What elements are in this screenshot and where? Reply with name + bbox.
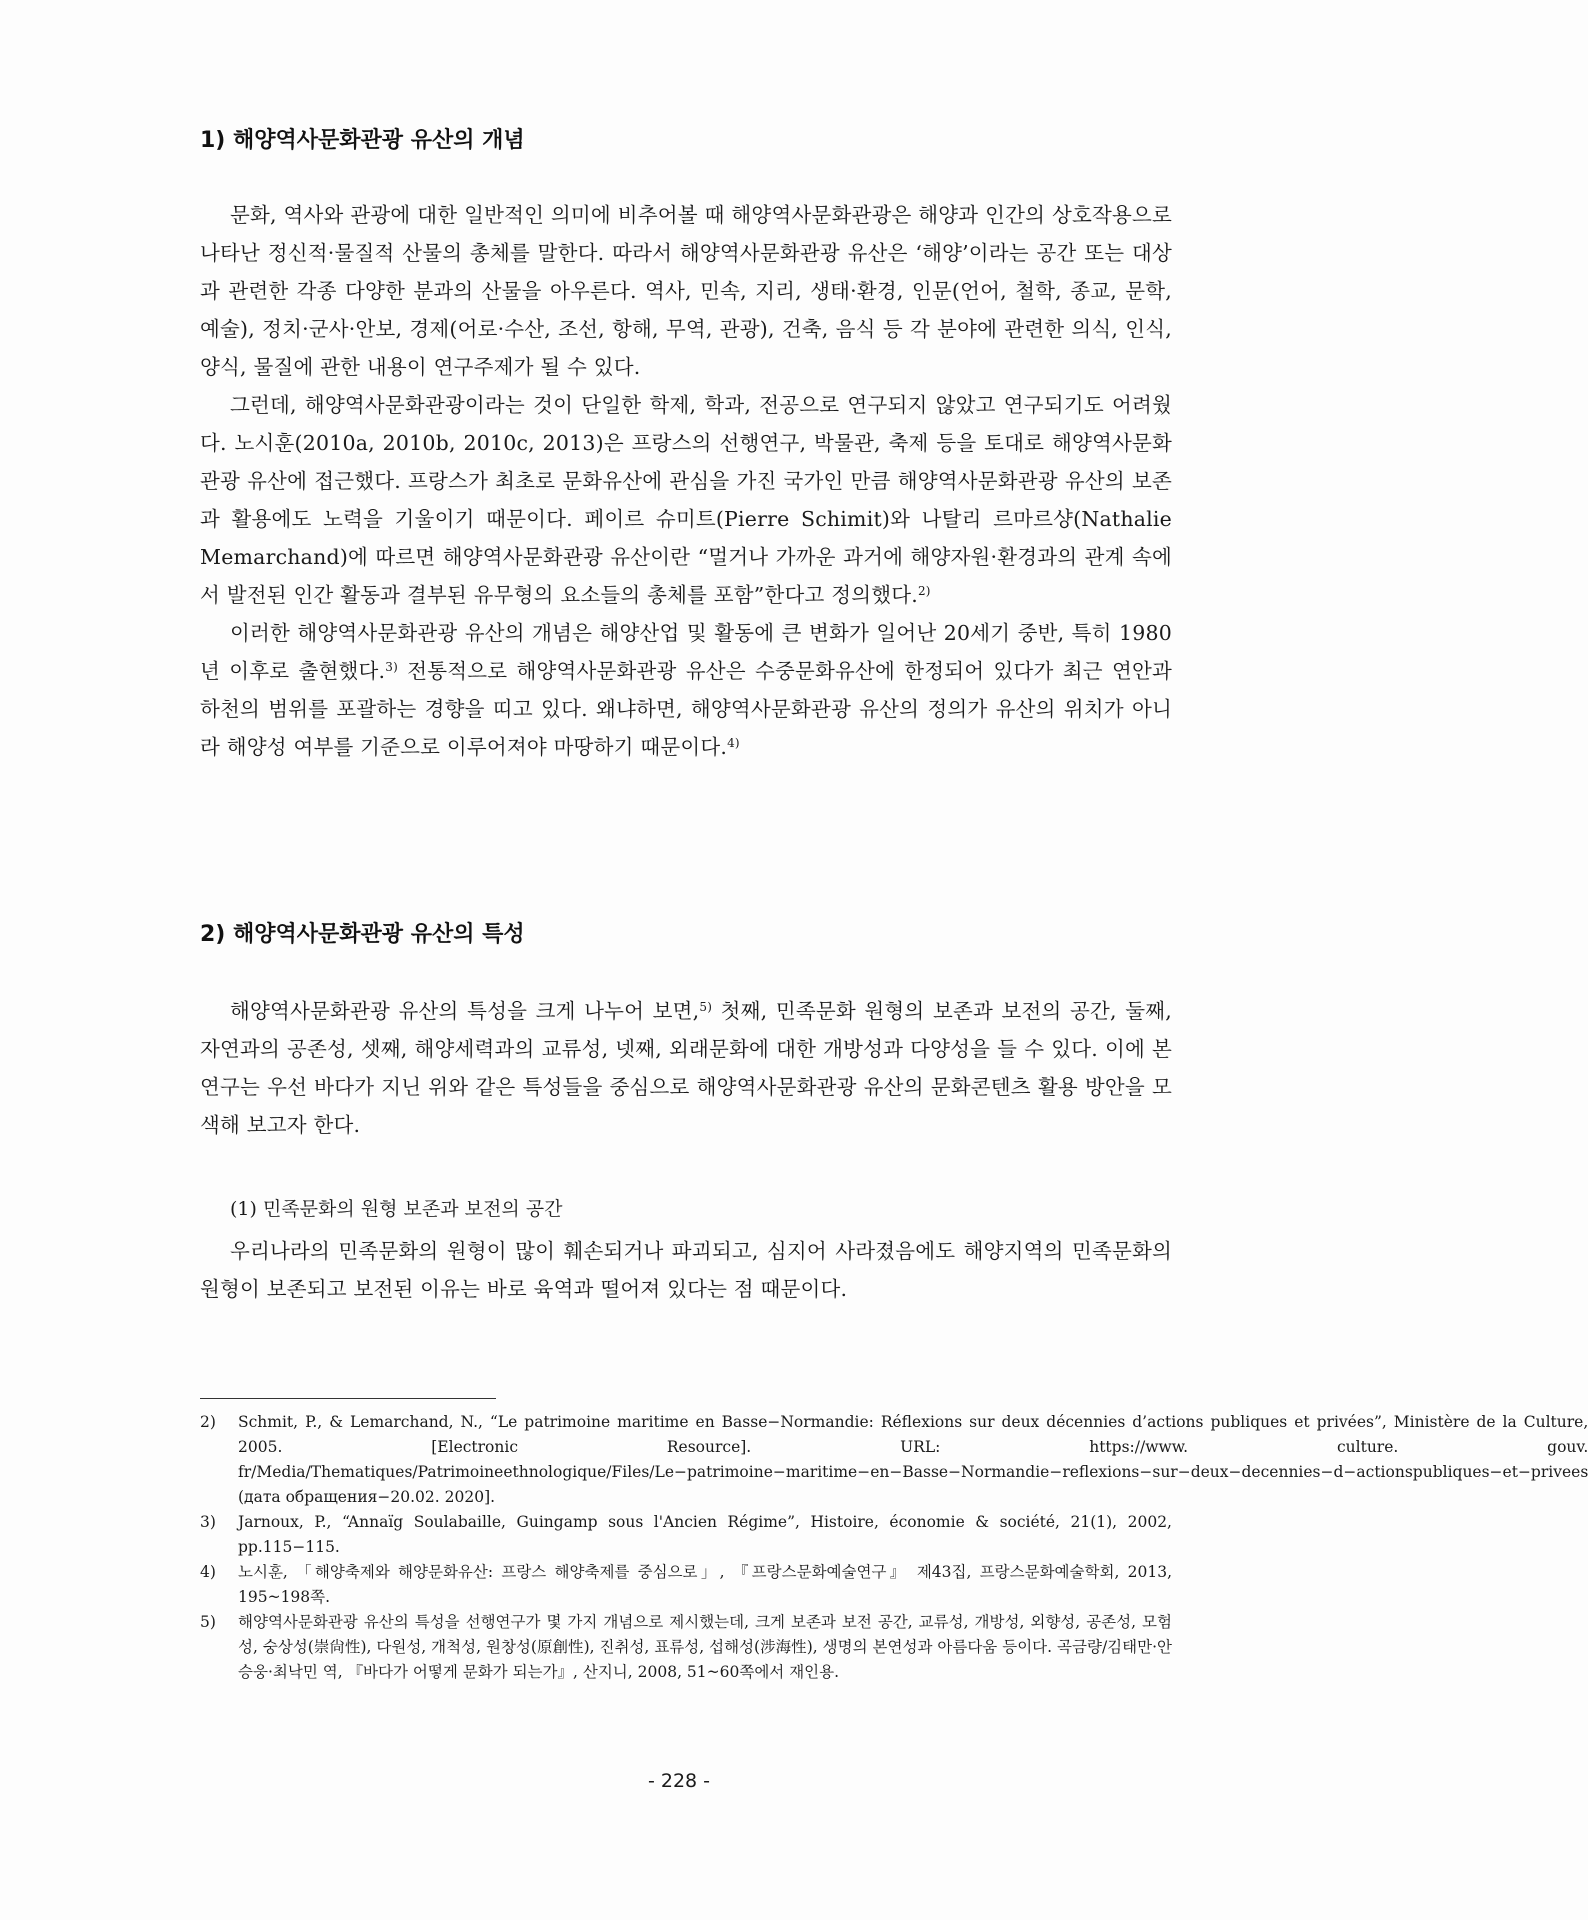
footnote-number: 4) — [200, 1563, 216, 1581]
section-heading-1: 1) 해양역사문화관광 유산의 개념 — [200, 128, 525, 153]
footnote-text: 노시훈, 「해양축제와 해양문화유산: 프랑스 해양축제를 중심으로」, 『프랑스문화예술연구』 제43집, 프랑스문화예술학회, 2013, 195~198쪽. — [238, 1563, 1172, 1606]
footnote-text: 해양역사문화관광 유산의 특성을 선행연구가 몇 가지 개념으로 제시했는데, 크게 보존과 보전 공간, 교류성, 개방성, 외향성, 공존성, 모험성, 숭상성(崇尙性), 다원성, 개척성, 원창성(原創性), 진취성, 표류성, 섭해성(涉海性), 생명의 본연성과 아름다움 등이다. 곡금량/김태만·안승웅·최낙민 역, 『바다가 어떻게 문화가 되는가』, 산지니, 2008, 51~60쪽에서 재인용. — [238, 1613, 1172, 1681]
section-2-body — [200, 992, 1172, 1144]
footnote-2 — [200, 1410, 1588, 1510]
paragraph-5: 우리나라의 민족문화의 원형이 많이 훼손되거나 파괴되고, 심지어 사라졌음에도 해양지역의 민족문화의 원형이 보존되고 보전된 이유는 바로 육역과 떨어져 있다는 점 때문이다. — [200, 1239, 1172, 1301]
paragraph-3: 이러한 해양역사문화관광 유산의 개념은 해양산업 및 활동에 큰 변화가 일어난 20세기 중반, 특히 1980년 이후로 출현했다.$^{3)}$ 전통적으로 해양역사문화관광 유산은 수중문화유산에 한정되어 있다가 최근 연안과 하천의 범위를 포괄하는 경향을 띠고 있다. 왜냐하면, 해양역사문화관광 유산의 정의가 유산의 위치가 아니라 해양성 여부를 기준으로 이루어져야 마땅하기 때문이다.$^{4)}$ — [200, 621, 1172, 759]
footnote-text: Schmit, P., & Lemarchand, N., “Le patrimoine maritime en Basse−Normandie: Réflexions sur deux décennies d’actions publiques et privées”, Ministère de la Culture, 2005. [Electronic Resource]. URL: https://www. culture. gouv. fr/Media/Thematiques/Patrimoineethnologique/Files/Le−patrimoine−maritime−en−Basse−Normandie−reflexions−sur−deux−decennies−d−actionspubliques−et−privees (дата обращения−20.02. 2020]. — [238, 1413, 1588, 1506]
footnotes — [200, 1410, 1588, 1685]
footnote-4 — [200, 1560, 1172, 1610]
footnote-number: 3) — [200, 1513, 216, 1531]
paragraph-2: 그런데, 해양역사문화관광이라는 것이 단일한 학제, 학과, 전공으로 연구되지 않았고 연구되기도 어려웠다. 노시훈(2010a, 2010b, 2010c, 2013)은 프랑스의 선행연구, 박물관, 축제 등을 토대로 해양역사문화관광 유산에 접근했다. 프랑스가 최초로 문화유산에 관심을 가진 국가인 만큼 해양역사문화관광 유산의 보존과 활용에도 노력을 기울이기 때문이다. 페이르 슈미트(Pierre Schimit)와 나탈리 르마르샹(Nathalie Memarchand)에 따르면 해양역사문화관광 유산이란 “멀거나 가까운 과거에 해양자원·환경과의 관계 속에서 발전된 인간 활동과 결부된 유무형의 요소들의 총체를 포함”한다고 정의했다.$^{2)}$ — [200, 393, 1172, 607]
footnote-divider — [200, 1398, 496, 1399]
subsection-body — [200, 1232, 1172, 1308]
footnote-3 — [200, 1510, 1172, 1560]
footnote-ref-5[interactable]: 5) — [699, 1000, 713, 1014]
section-1-body — [200, 196, 1172, 766]
paragraph-4: 해양역사문화관광 유산의 특성을 크게 나누어 보면,$^{5)}$ 첫째, 민족문화 원형의 보존과 보전의 공간, 둘째, 자연과의 공존성, 셋째, 해양세력과의 교류성, 넷째, 외래문화에 대한 개방성과 다양성을 들 수 있다. 이에 본 연구는 우선 바다가 지닌 위와 같은 특성들을 중심으로 해양역사문화관광 유산의 문화콘텐츠 활용 방안을 모색해 보고자 한다. — [200, 999, 1172, 1137]
footnote-text: Jarnoux, P., “Annaïg Soulabaille, Guingamp sous l'Ancien Régime”, Histoire, économie & société, 21(1), 2002, pp.115−115. — [238, 1513, 1172, 1556]
footnote-ref-2[interactable]: 2) — [917, 584, 931, 598]
paragraph-1: 문화, 역사와 관광에 대한 일반적인 의미에 비추어볼 때 해양역사문화관광은 해양과 인간의 상호작용으로 나타난 정신적·물질적 산물의 총체를 말한다. 따라서 해양역사문화관광 유산은 ‘해양’이라는 공간 또는 대상과 관련한 각종 다양한 분과의 산물을 아우른다. 역사, 민속, 지리, 생태·환경, 인문(언어, 철학, 종교, 문학, 예술), 정치·군사·안보, 경제(어로·수산, 조선, 항해, 무역, 관광), 건축, 음식 등 각 분야에 관련한 의식, 인식, 양식, 물질에 관한 내용이 연구주제가 될 수 있다. — [200, 203, 1172, 379]
footnote-number: 2) — [200, 1413, 216, 1431]
subsection-heading: (1) 민족문화의 원형 보존과 보전의 공간 — [230, 1198, 563, 1220]
page-number: - 228 - — [647, 1770, 711, 1792]
section-heading-2: 2) 해양역사문화관광 유산의 특성 — [200, 922, 525, 947]
footnote-ref-3[interactable]: 3) — [385, 660, 398, 674]
footnote-ref-4[interactable]: 4) — [727, 736, 740, 750]
footnote-5 — [200, 1610, 1172, 1685]
footnote-number: 5) — [200, 1613, 216, 1631]
